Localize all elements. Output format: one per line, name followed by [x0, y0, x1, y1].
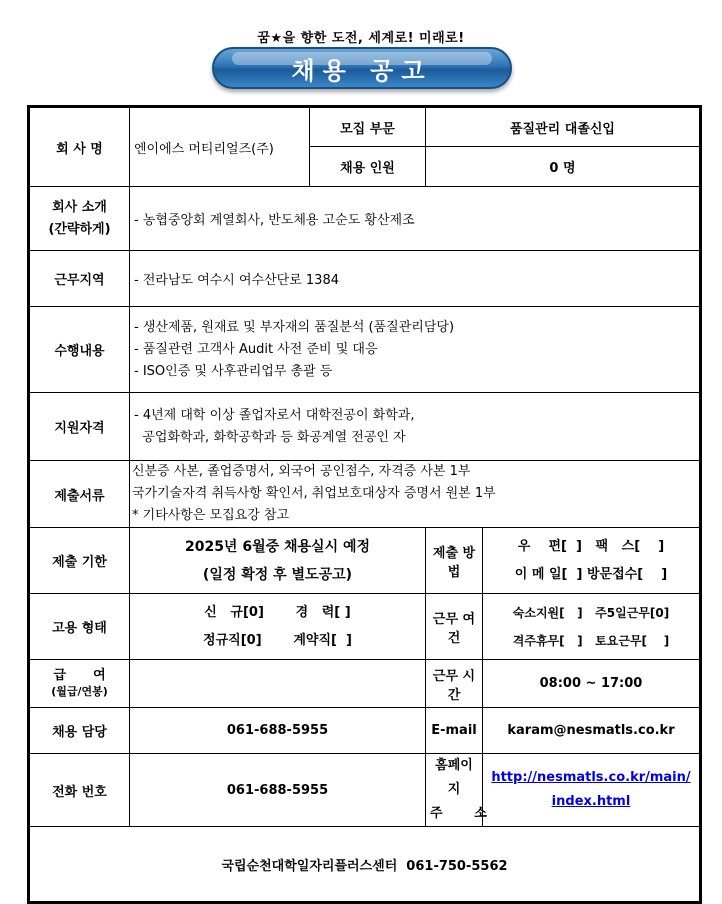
homepage-link-line2: index.html	[551, 794, 631, 809]
hours-value: 08:00 ~ 17:00	[483, 660, 701, 708]
intro-row	[29, 187, 701, 251]
job-posting-table	[27, 105, 702, 904]
homepage-value	[483, 754, 701, 827]
company-name-label: 회 사 명	[29, 107, 130, 187]
document-item: * 기타사항은 모집요강 참고	[132, 508, 290, 523]
duty-item: - ISO인증 및 사후관리업무 총괄 등	[134, 363, 333, 379]
duties-row	[29, 307, 701, 393]
duties-value	[130, 307, 701, 393]
homepage-label-line2: 주 소	[430, 806, 487, 821]
homepage-label-line1: 홈페이지	[435, 758, 473, 797]
salary-value	[130, 660, 426, 708]
employment-line2: 정규직[0] 계약직[ ]	[203, 632, 352, 648]
intro-label-line1: 회사 소개	[52, 199, 107, 215]
document-item: 신분증 사본, 졸업증명서, 외국어 공인점수, 자격증 사본 1부	[132, 464, 471, 479]
dept-value: 품질관리 대졸신입	[426, 107, 701, 147]
method-label: 제출 방법	[426, 528, 483, 594]
company-name-value: 엔이에스 머티리얼즈(주)	[130, 107, 310, 187]
document-item: 국가기술자격 취득사항 확인서, 취업보호대상자 증명서 원본 1부	[132, 486, 496, 501]
homepage-label	[426, 754, 487, 827]
headcount-label: 채용 인원	[310, 147, 426, 187]
conditions-line2: 격주휴무[ ] 토요근무[ ]	[512, 633, 670, 648]
intro-label-line2: (간략하게)	[48, 221, 111, 237]
salary-row	[29, 660, 701, 708]
documents-label: 제출서류	[29, 461, 130, 528]
manager-row	[29, 708, 701, 754]
intro-label	[29, 187, 130, 251]
footer-row	[29, 827, 701, 903]
homepage-link[interactable]	[487, 790, 695, 814]
employment-label: 고용 형태	[29, 594, 130, 660]
qualification-value	[130, 393, 701, 461]
conditions-label: 근무 여건	[426, 594, 483, 660]
manager-label: 채용 담당	[29, 708, 130, 754]
qualification-item: 공업화학과, 화학공학과 등 화공계열 전공인 자	[134, 429, 406, 445]
hours-label: 근무 시간	[426, 660, 483, 708]
intro-value: - 농협중앙회 계열회사, 반도체용 고순도 황산제조	[130, 187, 701, 251]
deadline-line1: 2025년 6월중 채용실시 예정	[184, 538, 371, 555]
conditions-line1: 숙소지원[ ] 주5일근무[0]	[512, 605, 670, 620]
employment-line1: 신 규[0] 경 력[ ]	[204, 604, 351, 620]
employment-value	[130, 594, 426, 660]
headcount-value: 0 명	[426, 147, 701, 187]
documents-value	[130, 461, 701, 528]
company-row	[29, 107, 701, 147]
method-line2: 이 메 일[ ] 방문접수[ ]	[514, 566, 668, 582]
dept-label: 모집 부문	[310, 107, 426, 147]
employment-row	[29, 594, 701, 660]
slogan: 꿈★을 향한 도전, 세계로! 미래로!	[257, 31, 465, 46]
page-title: 채용 공고	[291, 56, 433, 85]
deadline-line2: (일정 확정 후 별도공고)	[202, 566, 353, 583]
qualification-item: - 4년제 대학 이상 졸업자로서 대학전공이 화학과,	[134, 407, 415, 423]
duties-label: 수행내용	[29, 307, 130, 393]
salary-label-sub: (월급/연봉)	[51, 684, 108, 698]
phone-value: 061-688-5955	[130, 754, 426, 827]
location-value: - 전라남도 여수시 여수산단로 1384	[130, 251, 701, 307]
manager-value: 061-688-5955	[130, 708, 426, 754]
duty-item: - 품질관련 고객사 Audit 사전 준비 및 대응	[134, 341, 378, 357]
salary-label	[29, 660, 130, 708]
homepage-link-line1: http://nesmatls.co.kr/main/	[491, 770, 691, 785]
deadline-value	[130, 528, 426, 594]
conditions-value	[483, 594, 701, 660]
method-value	[483, 528, 701, 594]
location-row	[29, 251, 701, 307]
salary-label-main: 급 여	[53, 667, 106, 683]
method-line1: 우 편[ ] 팩 스[ ]	[517, 538, 665, 554]
documents-row	[29, 461, 701, 528]
duty-item: - 생산제품, 원재료 및 부자재의 품질분석 (품질관리담당)	[134, 319, 455, 335]
title-banner	[212, 47, 512, 89]
email-value: karam@nesmatls.co.kr	[483, 708, 701, 754]
phone-row	[29, 754, 701, 827]
qualification-label: 지원자격	[29, 393, 130, 461]
qualification-row	[29, 393, 701, 461]
phone-label: 전화 번호	[29, 754, 130, 827]
footer-contact: 국립순천대학일자리플러스센터 061-750-5562	[29, 827, 701, 903]
email-label: E-mail	[426, 708, 483, 754]
deadline-row	[29, 528, 701, 594]
deadline-label: 제출 기한	[29, 528, 130, 594]
location-label: 근무지역	[29, 251, 130, 307]
homepage-link[interactable]	[487, 766, 695, 790]
